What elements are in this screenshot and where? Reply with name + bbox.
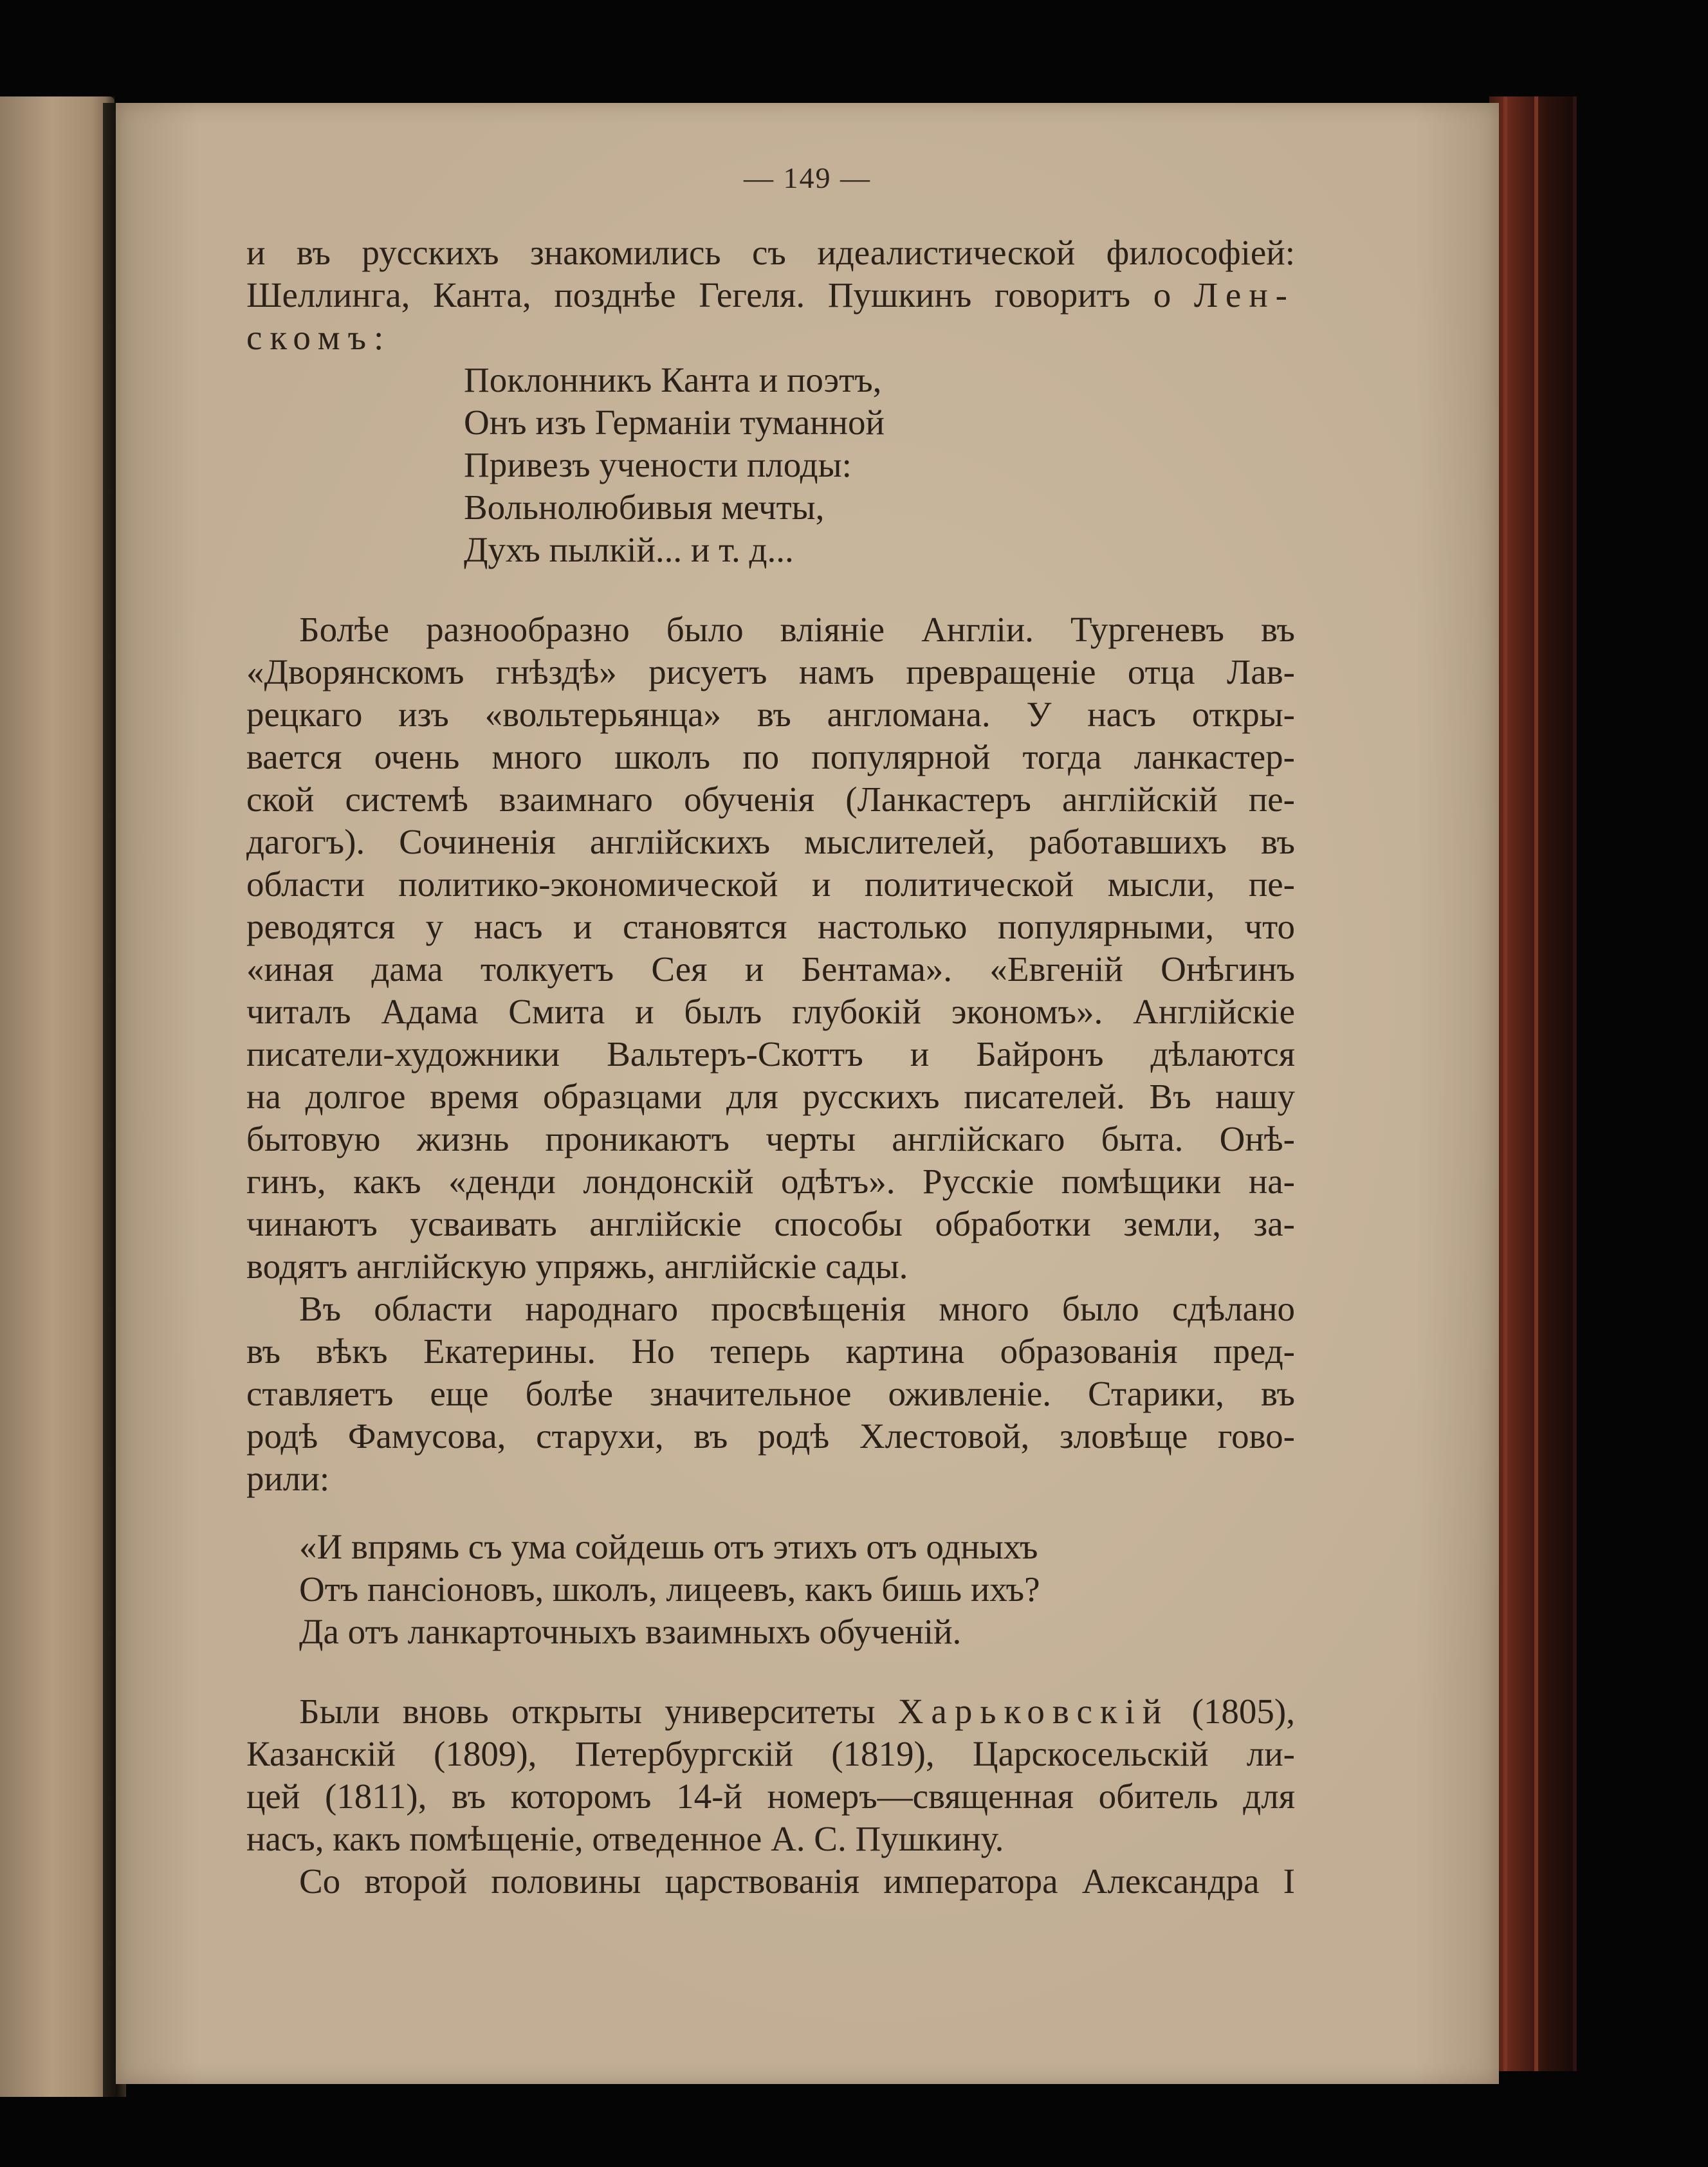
text-line: читалъ Адама Смита и былъ глубокій экономъ». Англійскіе [246,992,1295,1031]
verse-quote-1 [246,359,1295,571]
text-line: Казанскій (1809), Петербургскій (1819), Царскосельскій ли- [246,1734,1295,1773]
text-line: водятъ англійскую упряжь, англійскіе сады. [246,1247,908,1286]
text-line: чинаютъ усваивать англійскіе способы обработки земли, за- [246,1204,1295,1243]
verse-line: «И впрямь съ ума сойдешь отъ этихъ отъ одныхъ [299,1527,1038,1566]
text-line: ставляетъ еще болѣе значительное оживленіе. Старики, въ [246,1374,1295,1413]
text-line: Со второй половины царствованія императора Александра I [299,1861,1295,1901]
text-line: въ вѣкъ Екатерины. Но теперь картина образованія пред- [246,1331,1295,1371]
spaced-name: Лен- [1193,275,1295,315]
page-text [246,232,1295,1903]
book-page [116,103,1499,2084]
text-line: насъ, какъ помѣщеніе, отведенное А. С. Пушкину. [246,1819,1004,1858]
text-line: скомъ: [246,318,392,357]
text-line: родѣ Фамусова, старухи, въ родѣ Хлестовой, зловѣще гово- [246,1416,1295,1456]
spaced-name: Харьковскій [897,1692,1170,1731]
text-line: на долгое время образцами для русскихъ писателей. Въ нашу [246,1077,1295,1116]
page-number: — 149 — [744,161,871,194]
verse-line: Онъ изъ Германіи туманной [464,403,885,442]
text-line: писатели-художники Вальтеръ-Скоттъ и Байронъ дѣлаются [246,1034,1295,1074]
text-line: области политико-экономической и политической мысли, пе- [246,864,1295,904]
text-line-part: (1805), [1191,1692,1295,1731]
text-line [246,274,1295,316]
text-line: бытовую жизнь проникаютъ черты англійскаго быта. Онѣ- [246,1119,1295,1158]
verse-line: Привезъ учености плоды: [464,445,852,484]
verse-line: Духъ пылкій... и т. д... [464,530,794,569]
text-line [246,1690,1295,1733]
verse-line: Да отъ ланкарточныхъ взаимныхъ обученій. [299,1612,962,1651]
text-line: дагогъ). Сочиненія англійскихъ мыслителей, работавшихъ въ [246,822,1295,861]
text-line: рецкаго изъ «вольтерьянца» въ англомана. У насъ откры- [246,695,1295,734]
text-line: ской системѣ взаимнаго обученія (Ланкастеръ англійскій пе- [246,780,1295,819]
text-line: Болѣе разнообразно было вліяніе Англіи. Тургеневъ въ [299,610,1295,649]
text-line: гинъ, какъ «денди лондонскій одѣтъ». Русскіе помѣщики на- [246,1162,1295,1201]
text-line: реводятся у насъ и становятся настолько популярными, что [246,907,1295,946]
text-line: и въ русскихъ знакомились съ идеалистической философіей: [246,233,1295,272]
cover-stripe [1503,96,1507,2071]
text-line: Въ области народнаго просвѣщенія много было сдѣлано [299,1289,1295,1328]
text-line-part: Шеллинга, Канта, позднѣе Гегеля. Пушкинъ говоритъ о [246,275,1171,315]
text-line: «Дворянскомъ гнѣздѣ» рисуетъ намъ превращеніе отца Лав- [246,652,1295,691]
verse-line: Поклонникъ Канта и поэтъ, [464,360,882,399]
text-line-part: Были вновь открыты университеты [299,1692,876,1731]
verse-quote-2 [246,1526,1295,1653]
book-cover-edge [1489,96,1577,2071]
text-line: цей (1811), въ которомъ 14-й номеръ—священная обитель для [246,1777,1295,1816]
left-page-edge [0,96,115,2097]
text-line: рили: [246,1459,330,1498]
verse-line: Отъ пансіоновъ, школъ, лицеевъ, какъ бишь ихъ? [299,1569,1040,1609]
text-line: «иная дама толкуетъ Сея и Бентама». «Евгеній Онѣгинъ [246,949,1295,989]
cover-stripe [1534,96,1538,2071]
text-line: вается очень много школъ по популярной тогда ланкастер- [246,737,1295,776]
verse-line: Вольнолюбивыя мечты, [464,488,825,527]
